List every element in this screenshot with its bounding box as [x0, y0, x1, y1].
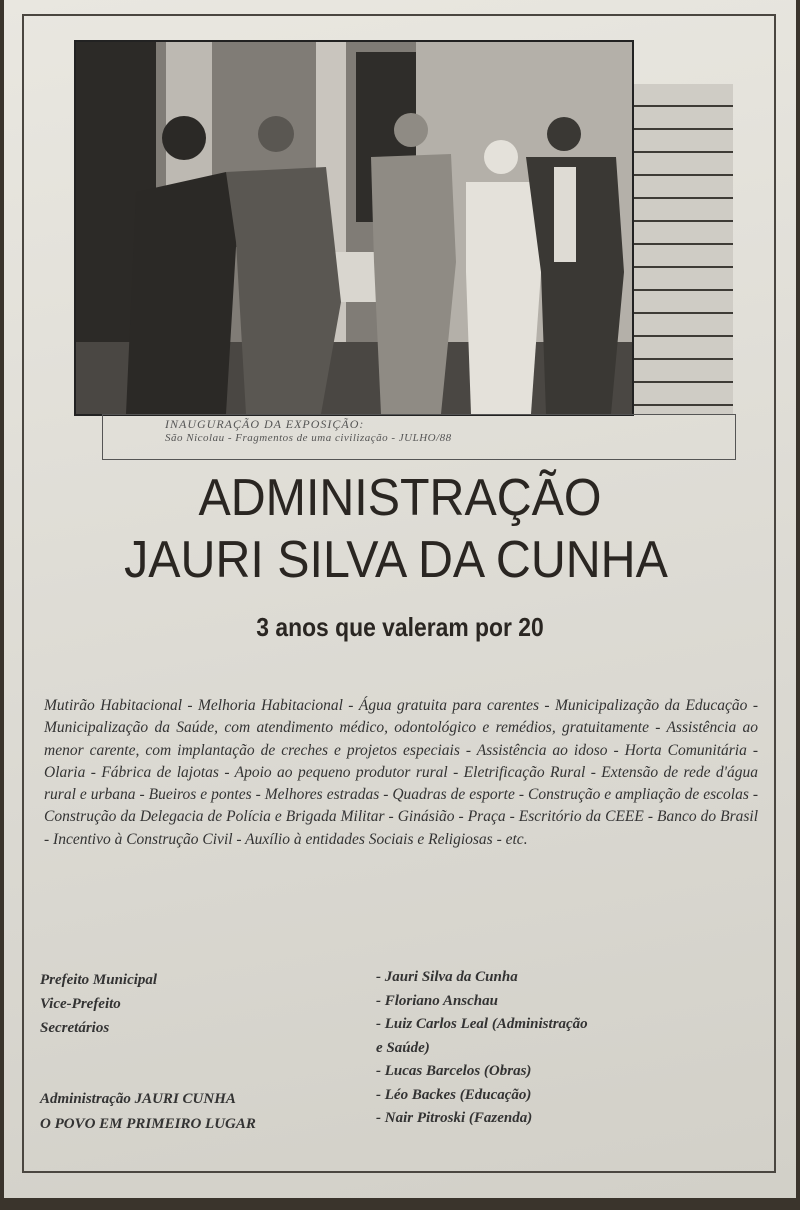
name-item: - Luiz Carlos Leal (Administração [376, 1016, 588, 1032]
name-item: e Saúde) [376, 1039, 430, 1056]
achievements-paragraph: Mutirão Habitacional - Melhoria Habitacional - Água gratuita para carentes - Municipalização da Educação - Municipalização da Saúde, com atendimento médico, odontológico e remédios, gratuitamente - Assistência ao menor carente, com implantação de creches e projetos especiais - Assistência ao idoso - Horta Comunitária - Olaria - Fábrica de lajotas - Apoio ao pequeno produtor rural - Eletrificação Rural - Extensão de rede d'água rural e urbana - Bueiros e pontes - Melhores estradas - Quadras de esporte - Construção e ampliação de escolas - Construção da Delegacia de Polícia e Brigada Militar - Ginásião - Praça - Escritório da CEEE - Banco do Brasil - Incentivo à Construção Civil - Auxílio à entidades Sociais e Religiosas - etc. [44, 697, 758, 848]
inauguration-photo [74, 40, 634, 416]
footer-line-slogan: O POVO EM PRIMEIRO LUGAR [40, 1116, 256, 1132]
name-item: - Lucas Barcelos (Obras) [376, 1063, 532, 1079]
photo-caption-subtitle: São Nicolau - Fragmentos de uma civilização - JULHO/88 [165, 432, 452, 444]
name-item: - Floriano Anschau [376, 992, 498, 1009]
name-item: - Léo Backes (Educação) [376, 1086, 532, 1103]
footer-line-administration: Administração JAURI CUNHA [40, 1091, 236, 1107]
name-item: - Nair Pitroski (Fazenda) [376, 1110, 533, 1126]
headline-line-1: ADMINISTRAÇÃO [198, 469, 602, 527]
decorative-stripes [632, 84, 733, 414]
role-secretaries: Secretários [40, 1020, 110, 1036]
name-item: - Jauri Silva da Cunha [376, 969, 518, 985]
subheadline: 3 anos que valeram por 20 [256, 612, 544, 642]
photo-caption-title: INAUGURAÇÃO DA EXPOSIÇÃO: [165, 417, 365, 431]
names-list [376, 966, 716, 1131]
headline-line-2: JAURI SILVA DA CUNHA [124, 531, 668, 589]
photo-illustration [76, 42, 632, 414]
footer-slogan [40, 1087, 370, 1137]
role-mayor: Prefeito Municipal [40, 972, 158, 988]
role-vice-mayor: Vice-Prefeito [40, 996, 121, 1012]
roles-list [40, 968, 360, 1040]
